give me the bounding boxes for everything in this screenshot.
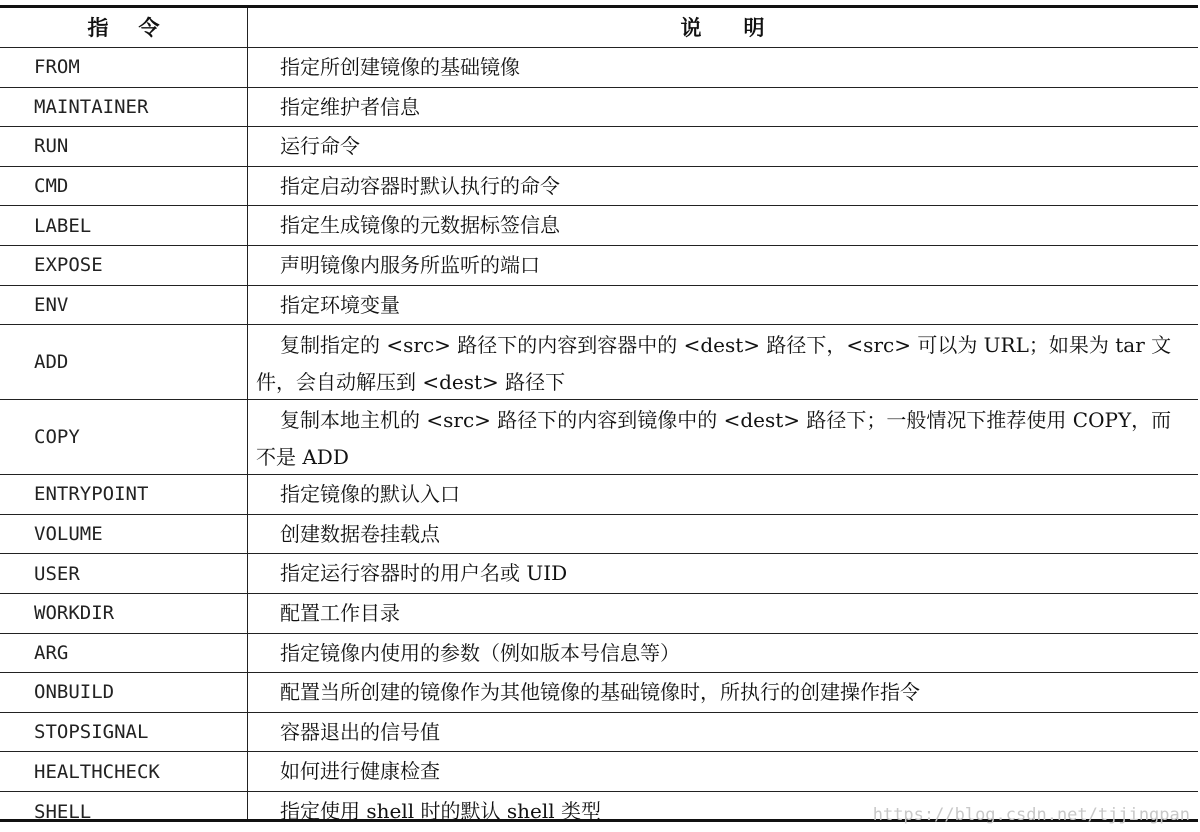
description-cell: 指定镜像的默认入口 [280,482,460,507]
command-cell: ADD [34,351,69,374]
table-header [0,8,1198,48]
command-cell: MAINTAINER [34,95,149,118]
table-row [0,673,1198,713]
description-cell: 指定启动容器时默认执行的命令 [280,173,560,198]
description-cell: 如何进行健康检查 [280,759,440,784]
description-cell: 配置当所创建的镜像作为其他镜像的基础镜像时，所执行的创建操作指令 [280,680,920,705]
description-cell: 复制指定的 <src> 路径下的内容到容器中的 <dest> 路径下，<src> 可以为 URL；如果为 tar 文件，会自动解压到 <dest> 路径下 [256,333,1172,395]
header-description: 说明 [680,16,807,40]
description-cell: 运行命令 [280,134,360,159]
table-row [0,594,1198,634]
table-row [0,127,1198,167]
command-cell: LABEL [34,214,92,237]
description-cell: 复制本地主机的 <src> 路径下的内容到镜像中的 <dest> 路径下；一般情况下推荐使用 COPY，而不是 ADD [256,408,1172,470]
description-cell: 配置工作目录 [280,600,400,625]
command-cell: ENV [34,293,69,316]
table-body [0,48,1198,832]
description-cell: 容器退出的信号值 [280,719,440,744]
command-cell: ENTRYPOINT [34,483,149,506]
table-row [0,752,1198,792]
description-cell: 指定环境变量 [280,292,400,317]
table-row [0,246,1198,286]
command-cell: FROM [34,56,80,79]
command-cell: WORKDIR [34,602,115,625]
table-row [0,325,1198,400]
table-row [0,286,1198,326]
table-row [0,515,1198,555]
table-row [0,88,1198,128]
description-cell: 指定维护者信息 [280,94,420,119]
description-cell: 指定生成镜像的元数据标签信息 [280,213,560,238]
description-cell: 声明镜像内服务所监听的端口 [280,252,540,277]
table-row [0,475,1198,515]
dockerfile-instructions-table [0,5,1198,822]
description-cell: 指定镜像内使用的参数（例如版本号信息等） [280,640,680,665]
description-cell: 指定所创建镜像的基础镜像 [280,55,520,79]
command-cell: ARG [34,641,69,664]
command-cell: EXPOSE [34,254,103,277]
description-cell: 指定使用 shell 时的默认 shell 类型 [280,798,601,823]
table-row [0,206,1198,246]
command-cell: ONBUILD [34,681,115,704]
table-row [0,400,1198,475]
table-row [0,713,1198,753]
command-cell: USER [34,562,80,585]
command-cell: CMD [34,175,69,198]
table-row [0,48,1198,88]
command-cell: HEALTHCHECK [34,760,160,783]
watermark-url: https://blog.csdn.net/tjjingpan [872,805,1190,825]
header-command: 指令 [87,16,190,40]
table-row [0,167,1198,207]
description-cell: 创建数据卷挂载点 [280,521,440,546]
command-cell: RUN [34,135,69,158]
table-row [0,634,1198,674]
description-cell: 指定运行容器时的用户名或 UID [280,561,568,586]
command-cell: STOPSIGNAL [34,721,149,744]
command-cell: COPY [34,426,80,449]
table-row [0,554,1198,594]
command-cell: SHELL [34,800,92,823]
command-cell: VOLUME [34,523,103,546]
